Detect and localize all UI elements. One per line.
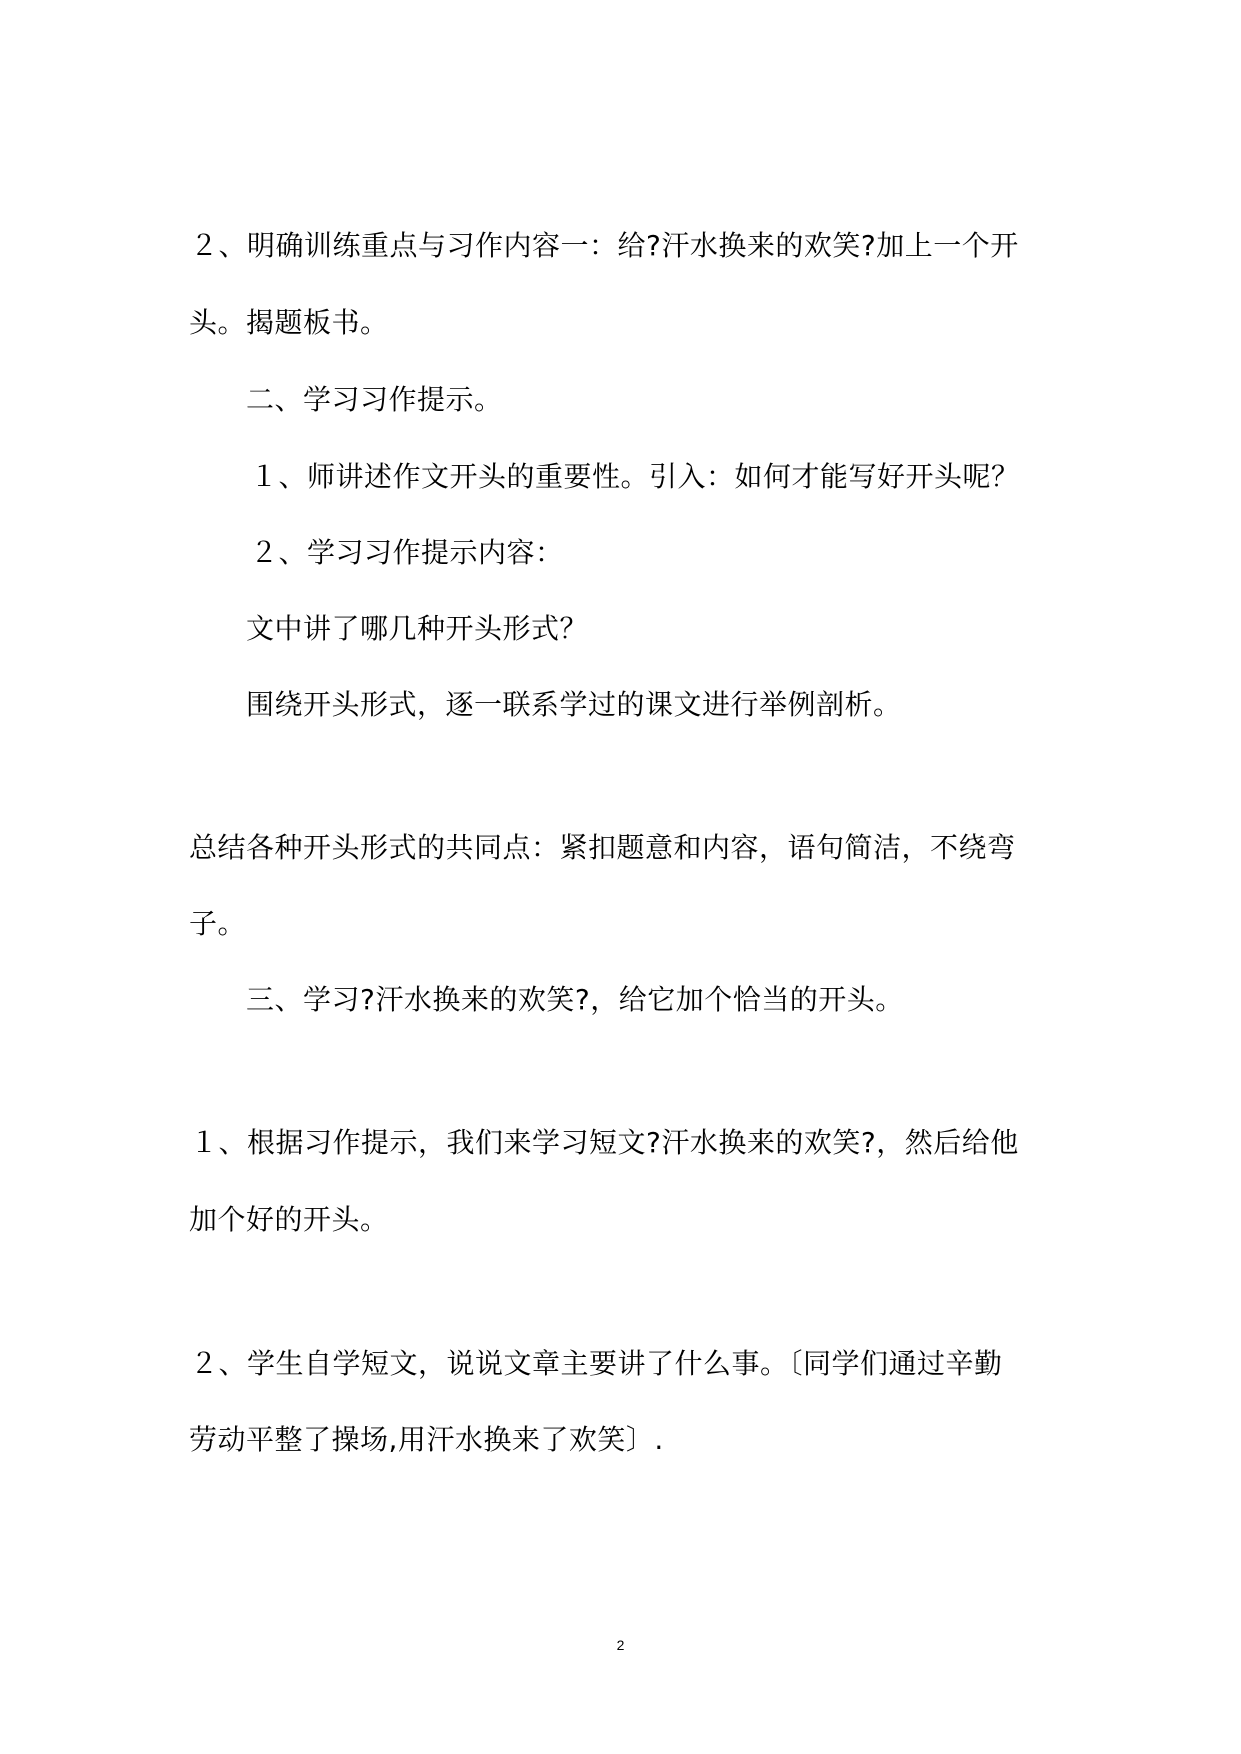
section-heading-2: 二、学习习作提示。: [246, 383, 503, 416]
text-line-14: 劳动平整了操场,用汗水换来了欢笑〕.: [189, 1423, 664, 1456]
text-line-2: 头。揭题板书。: [189, 306, 389, 339]
text-line-12: 加个好的开头。: [189, 1203, 389, 1236]
page-number: 2: [616, 1637, 625, 1653]
text-line-6: 文中讲了哪几种开头形式？: [246, 612, 589, 645]
text-line-9: 子。: [189, 907, 247, 940]
text-line-5: ２、学习习作提示内容：: [250, 536, 564, 569]
text-line-1: ２、明确训练重点与习作内容一：给?汗水换来的欢笑?加上一个开: [190, 229, 1019, 262]
section-heading-3: 三、学习?汗水换来的欢笑?，给它加个恰当的开头。: [246, 983, 904, 1016]
text-line-4: １、师讲述作文开头的重要性。引入：如何才能写好开头呢？: [250, 460, 1020, 493]
text-line-8: 总结各种开头形式的共同点：紧扣题意和内容，语句简洁，不绕弯: [189, 831, 1016, 864]
text-line-13: ２、学生自学短文，说说文章主要讲了什么事。〔同学们通过辛勤: [190, 1347, 1003, 1380]
text-line-11: １、根据习作提示，我们来学习短文?汗水换来的欢笑?，然后给他: [190, 1126, 1019, 1159]
text-line-7: 围绕开头形式，逐一联系学过的课文进行举例剖析。: [246, 688, 902, 721]
